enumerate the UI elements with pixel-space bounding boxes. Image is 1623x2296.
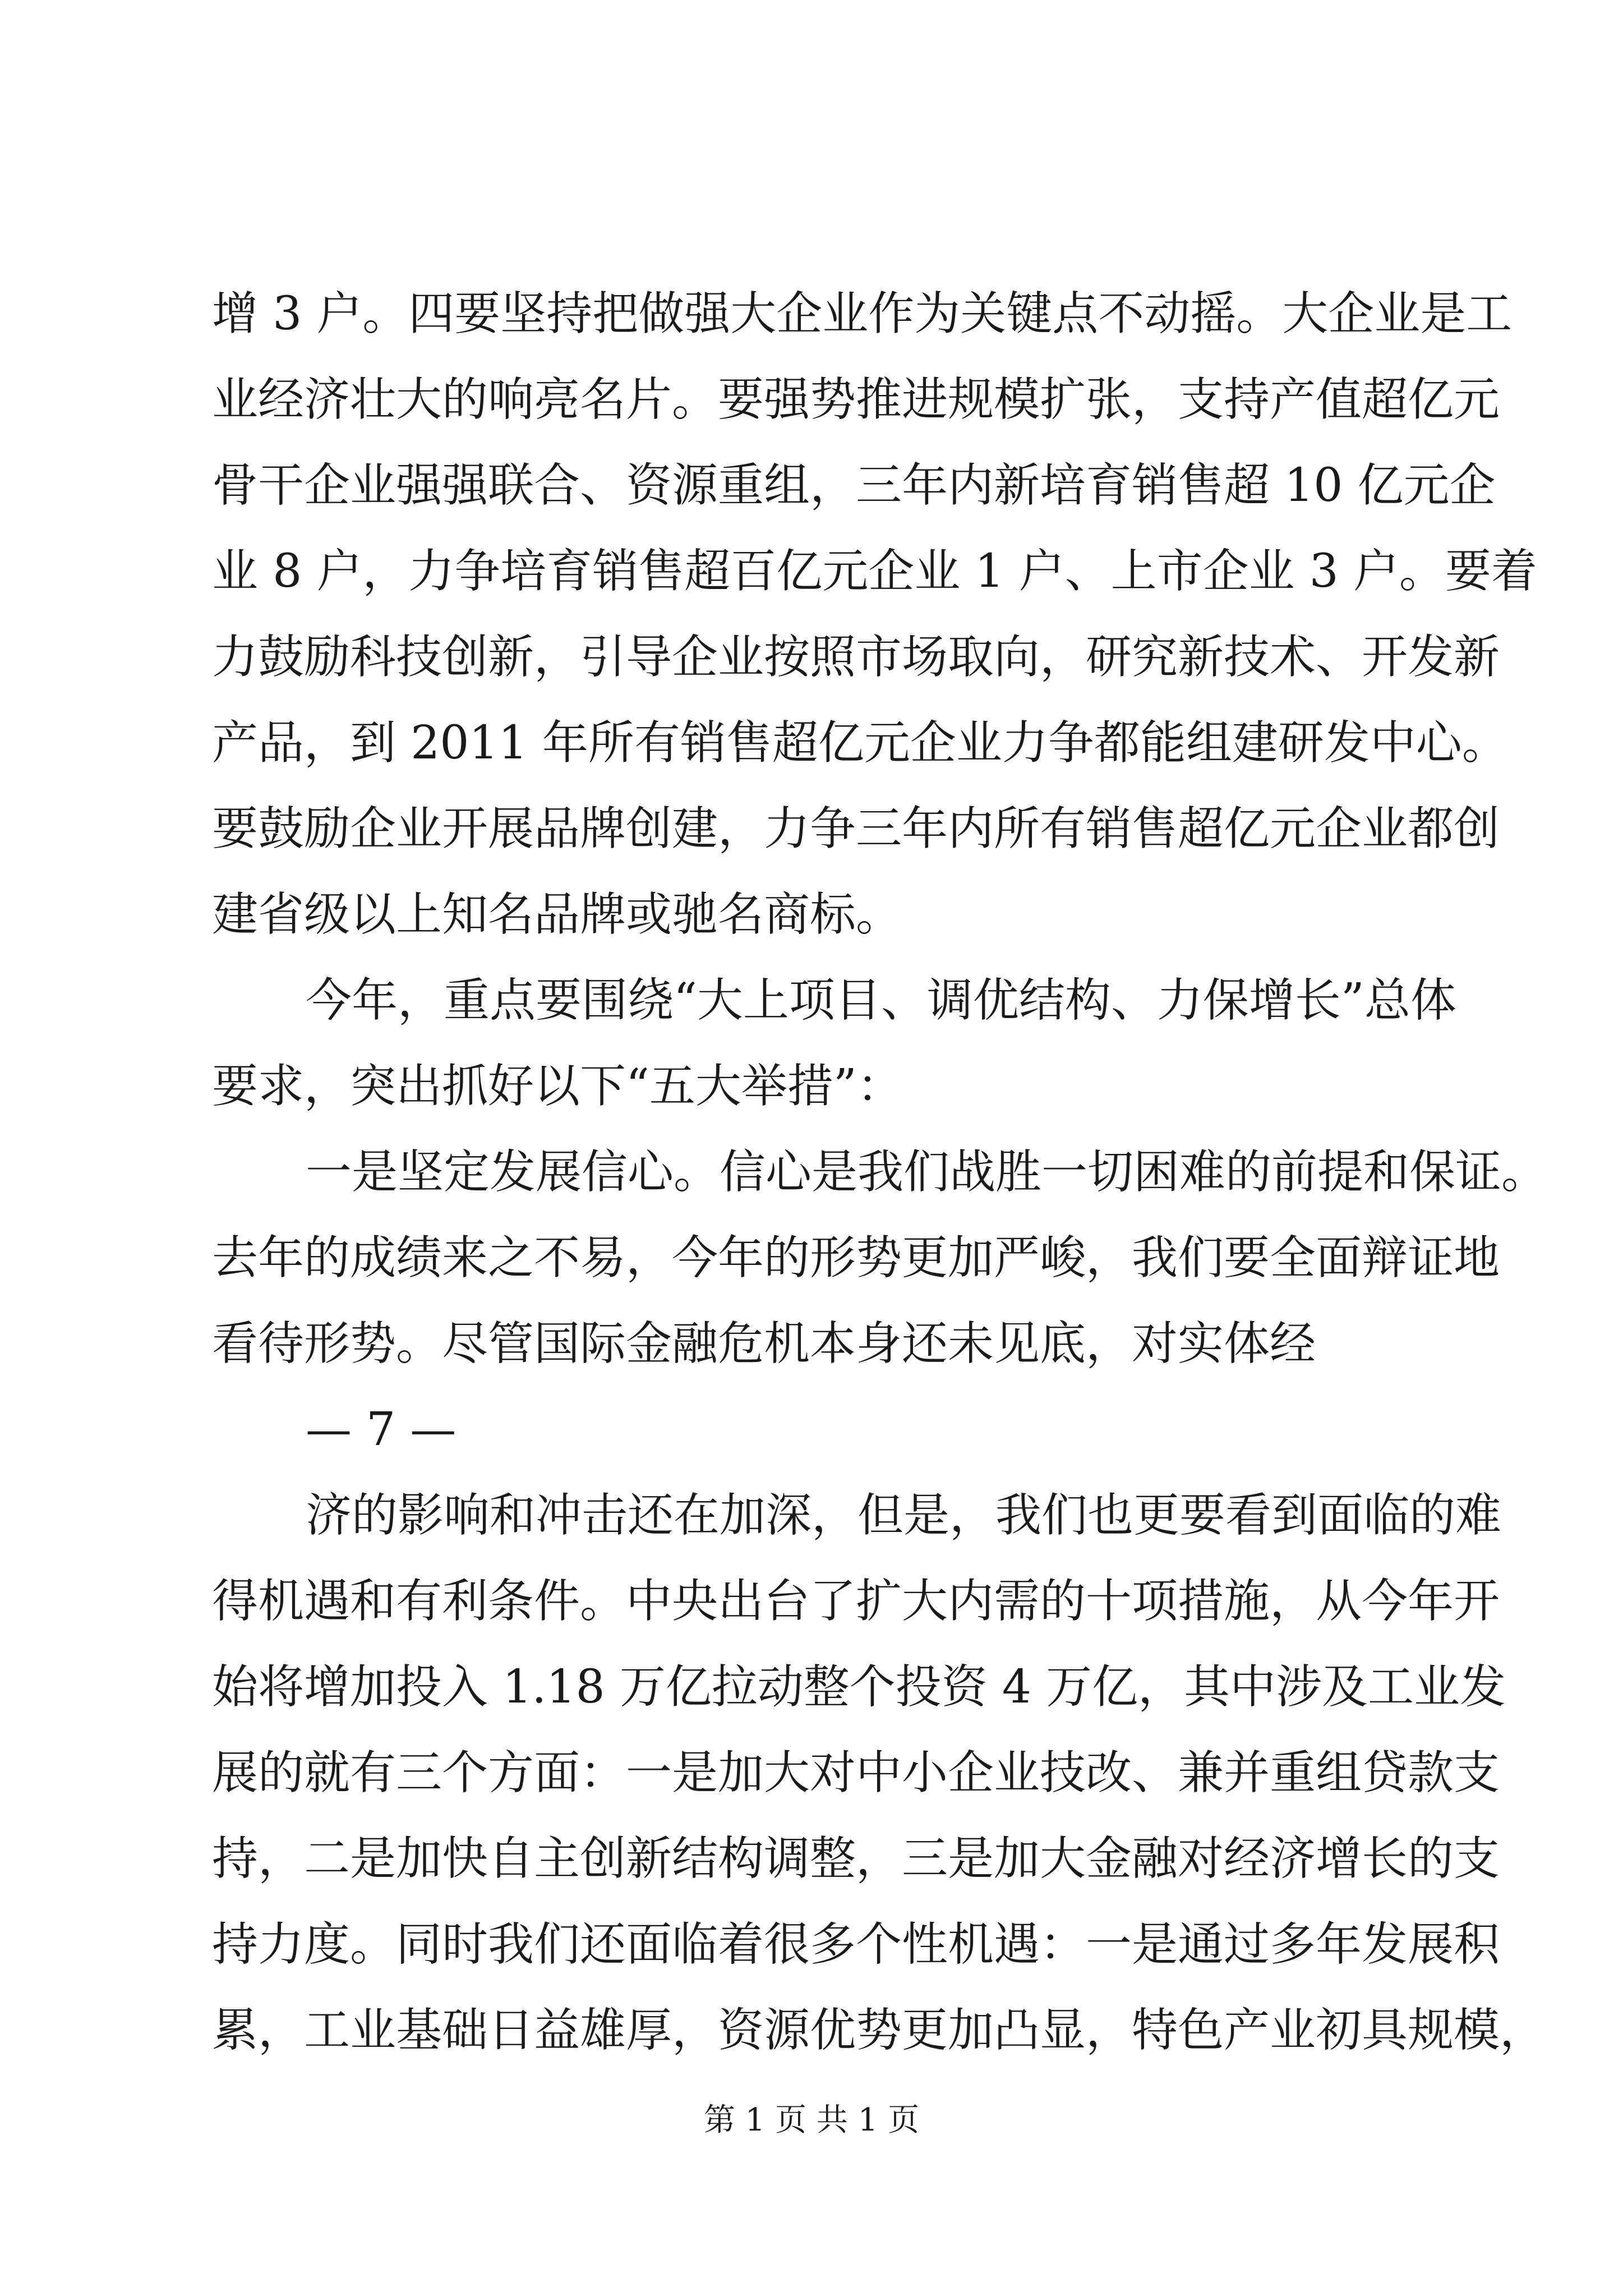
page-marker: — 7 — — [306, 1403, 457, 1456]
text-line: 建省级以上知名品牌或驰名商标。 — [212, 888, 902, 941]
text-line: 增 3 户。四要坚持把做强大企业作为关键点不动摇。大企业是工 — [212, 287, 1513, 341]
text-line: 得机遇和有利条件。中央出台了扩大内需的十项措施，从今年开 — [212, 1575, 1500, 1628]
text-line: 要鼓励企业开展品牌创建，力争三年内所有销售超亿元企业都创 — [212, 802, 1500, 855]
text-line: 持，二是加快自主创新结构调整，三是加大金融对经济增长的支 — [212, 1832, 1500, 1885]
text-line: 去年的成绩来之不易，今年的形势更加严峻，我们要全面辩证地 — [212, 1231, 1500, 1285]
text-line: 累，工业基础日益雄厚，资源优势更加凸显，特色产业初具规模， — [212, 2004, 1546, 2057]
text-line: 展的就有三个方面：一是加大对中小企业技改、兼并重组贷款支 — [212, 1746, 1500, 1800]
paragraph-first-line: 一是坚定发展信心。信心是我们战胜一切困难的前提和保证。 — [306, 1145, 1548, 1199]
paragraph-first-line: 今年，重点要围绕“大上项目、调优结构、力保增长”总体 — [306, 974, 1456, 1027]
text-line: 要求，突出抓好以下“五大举措”： — [212, 1060, 903, 1113]
text-line: 骨干企业强强联合、资源重组，三年内新培育销售超 10 亿元企 — [212, 459, 1496, 512]
text-line: 产品，到 2011 年所有销售超亿元企业力争都能组建研发中心。 — [212, 716, 1508, 770]
text-line: 看待形势。尽管国际金融危机本身还未见底，对实体经 — [212, 1317, 1316, 1370]
text-line: 业经济壮大的响亮名片。要强势推进规模扩张，支持产值超亿元 — [212, 373, 1500, 426]
page-footer: 第 1 页 共 1 页 — [703, 2102, 920, 2138]
text-line: 业 8 户，力争培育销售超百亿元企业 1 户、上市企业 3 户。要着 — [212, 545, 1537, 598]
text-line: 持力度。同时我们还面临着很多个性机遇：一是通过多年发展积 — [212, 1918, 1500, 1971]
paragraph-first-line: 济的影响和冲击还在加深，但是，我们也更要看到面临的难 — [306, 1489, 1502, 1542]
text-line: 力鼓励科技创新，引导企业按照市场取向，研究新技术、开发新 — [212, 631, 1500, 684]
text-line: 始将增加投入 1.18 万亿拉动整个投资 4 万亿，其中涉及工业发 — [212, 1660, 1506, 1714]
